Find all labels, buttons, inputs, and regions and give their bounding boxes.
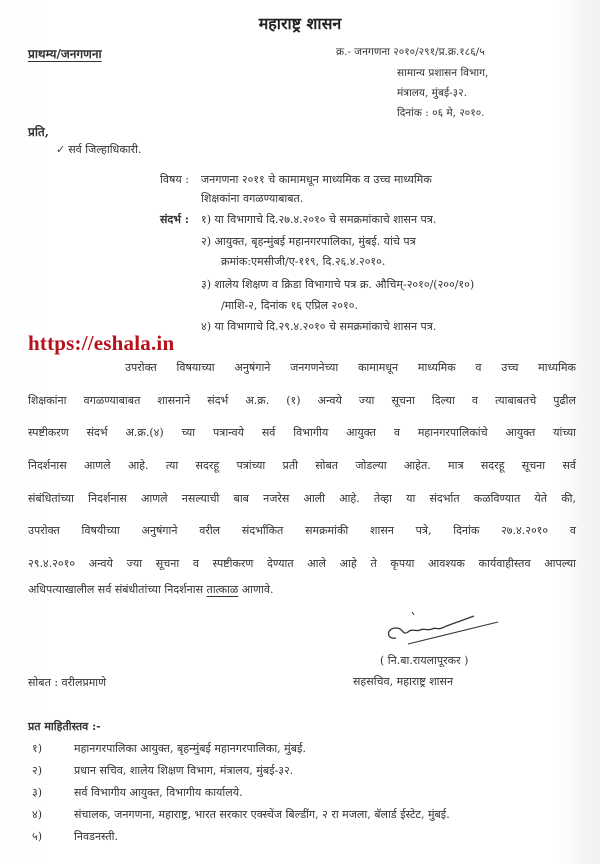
copy-item: प्रधान सचिव, शालेय शिक्षण विभाग, मंत्रालय, मुंबई-३२. xyxy=(74,764,294,777)
signatory-name: ( नि.बा.रायलापूरकर ) xyxy=(380,654,469,667)
watermark-link[interactable]: https://eshala.in xyxy=(28,331,175,355)
address-line: मंत्रालय, मुंबई-३२. xyxy=(397,87,467,99)
copy-item: संचालक, जनगणना, महाराष्ट्र, भारत सरकार एक्स्चेंज बिल्डींग, २ रा मजला, बॅलार्ड ईस्टेट, मुंबई. xyxy=(74,808,450,821)
copy-to-heading: प्रत माहितीस्तव :- xyxy=(28,720,101,733)
check-mark-icon: ✓ xyxy=(56,143,66,156)
subject-line-2: शिक्षकांना वगळण्याबाबत. xyxy=(201,192,304,205)
subject-label: विषय : xyxy=(160,173,189,186)
emphasis-immediately: तात्काळ xyxy=(206,583,239,596)
body-line-2: शिक्षकांना वगळण्याबाबत शासनाने संदर्भ अ.क्र. (१) अन्वये ज्या सूचना दिल्या व त्याबाबतचे पुढील xyxy=(28,394,576,407)
copy-item-number: ५) xyxy=(32,830,43,843)
copy-item-number: १) xyxy=(32,742,43,755)
reference-item-3-cont: /माशि-२, दिनांक १६ एप्रिल २०१०. xyxy=(221,299,358,312)
to-label: प्रति, xyxy=(28,125,49,139)
subject-line-1: जनगणना २०११ चे कामामधून माध्यमिक व उच्च माध्यमिक xyxy=(201,173,432,186)
file-reference-number: क्र.- जनगणना २०१०/२९१/प्र.क्र.१८६/५ xyxy=(336,46,485,58)
reference-item-2-cont: क्रमांक:एमसीजी/ए-११९, दि.२६.४.२०१०. xyxy=(221,255,386,268)
department-line: सामान्य प्रशासन विभाग, xyxy=(397,67,489,79)
body-line-8: अधिपत्याखालील सर्व संबंधीतांच्या निदर्शनास तात्काळ आणावे. xyxy=(28,583,274,596)
reference-item-3: ३) शालेय शिक्षण व क्रिडा विभागाचे पत्र क्र. औचिम्-२०१०/(२००/१०) xyxy=(201,278,475,291)
body-line-1: उपरोक्त विषयाच्या अनुषंगाने जनगणनेच्या कामामधून माध्यमिक व उच्च माध्यमिक xyxy=(125,361,576,374)
copy-item-number: २) xyxy=(32,764,43,777)
copy-item: सर्व विभागीय आयुक्त, विभागीय कार्यालये. xyxy=(74,786,243,799)
body-line-6: उपरोक्त विषयीच्या अनुषंगाने वरील संदर्भांकित समक्रमांकी शासन पत्रे, दिनांक २७.४.२०१० व xyxy=(28,524,576,537)
body-line-3: स्पष्टीकरण संदर्भ अ.क्र.(४) च्या पत्रान्वये सर्व विभागीय आयुक्त व महानगरपालिकांचे आयुक्त यांच्या xyxy=(28,426,576,439)
signature-image xyxy=(382,610,502,650)
copy-item-number: ३) xyxy=(32,786,43,799)
file-category: प्राथम्य/जनगणना xyxy=(28,47,102,61)
body-line-7: २९.४.२०१० अन्वये ज्या सूचना व स्पष्टीकरण देण्यात आले आहे ते कृपया आवश्यक कार्यवाहीस्तव आपल्या xyxy=(28,557,576,570)
body-line-4: निदर्शनास आणले आहे. त्या सदरहू पत्रांच्या प्रती सोबत जोडल्या आहेत. मात्र सदरहू सूचना सर्व xyxy=(28,459,576,472)
reference-item-4: ४) या विभागाचे दि.२९.४.२०१० चे समक्रमांकाचे शासन पत्र. xyxy=(201,320,437,333)
reference-label: संदर्भ : xyxy=(160,213,189,226)
enclosure-note: सोबत : वरीलप्रमाणे xyxy=(28,676,107,689)
recipient xyxy=(56,142,141,157)
recipient-name: सर्व जिल्हाधिकारी. xyxy=(68,143,142,156)
copy-item: महानगरपालिका आयुक्त, बृहन्मुंबई महानगरपालिका, मुंबई. xyxy=(74,742,306,755)
body-line-5: संबंधितांच्या निदर्शनास आणले नसल्याची बाब नजरेस आली आहे. तेव्हा या संदर्भात कळविण्यात येते की, xyxy=(28,492,576,505)
document-title: महाराष्ट्र शासन xyxy=(258,14,342,33)
signatory-designation: सहसचिव, महाराष्ट्र शासन xyxy=(353,675,454,688)
copy-item: निवडनस्ती. xyxy=(74,830,118,843)
reference-item-1: १) या विभागाचे दि.२७.४.२०१० चे समक्रमांकाचे शासन पत्र. xyxy=(201,213,437,226)
reference-item-2: २) आयुक्त, बृहन्मुंबई महानगरपालिका, मुंबई. यांचे पत्र xyxy=(201,235,416,248)
date-line: दिनांक : ०६ मे, २०१०. xyxy=(397,107,485,119)
copy-item-number: ४) xyxy=(32,808,43,821)
